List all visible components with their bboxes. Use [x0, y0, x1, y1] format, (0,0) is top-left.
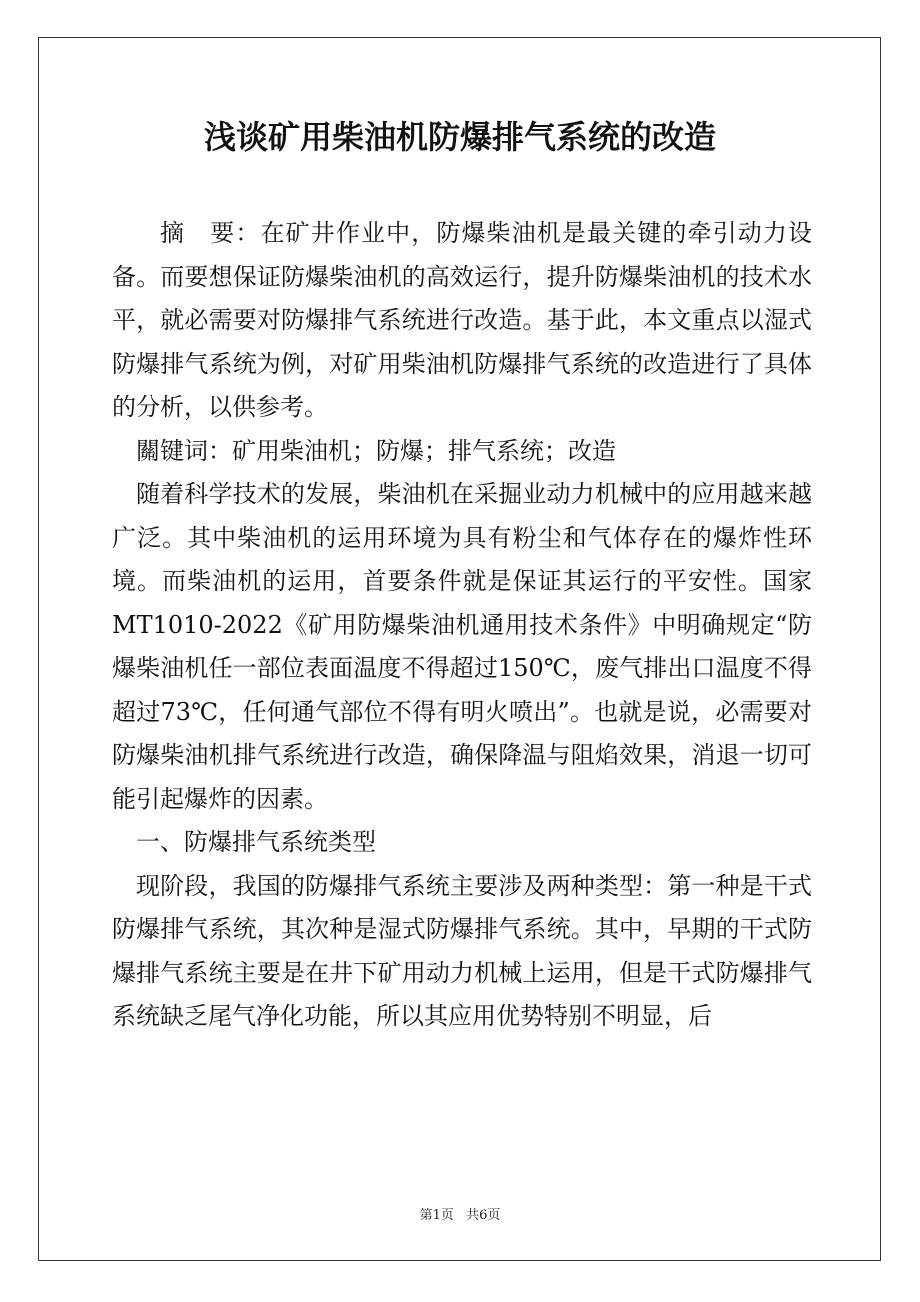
document-body [112, 212, 812, 1039]
section-paragraph: 现阶段，我国的防爆排气系统主要涉及两种类型：第一种是干式防爆排气系统，其次种是湿式防爆排气系统。其中，早期的干式防爆排气系统主要是在井下矿用动力机械上运用，但是干式防爆排气系统缺乏尾气净化功能，所以其应用优势特别不明显，后 [112, 871, 812, 1030]
page-number: 第1页 [419, 1208, 454, 1223]
intro-paragraph: 随着科学技术的发展，柴油机在采掘业动力机械中的应用越来越广泛。其中柴油机的运用环境为具有粉尘和气体存在的爆炸性环境。而柴油机的运用，首要条件就是保证其运行的平安性。国家MT1010-2022《矿用防爆柴油机通用技术条件》中明确规定“防爆柴油机任一部位表面温度不得超过150℃，废气排出口温度不得超过73℃，任何通气部位不得有明火喷出”。也就是说，必需要对防爆柴油机排气系统进行改造，确保降温与阻焰效果，消退一切可能引起爆炸的因素。 [112, 480, 812, 813]
abstract-paragraph: 摘 要：在矿井作业中，防爆柴油机是最关键的牵引动力设备。而要想保证防爆柴油机的高效运行，提升防爆柴油机的技术水平，就必需要对防爆排气系统进行改造。基于此，本文重点以湿式防爆排气系统为例，对矿用柴油机防爆排气系统的改造进行了具体的分析，以供参考。 [112, 219, 812, 421]
page-footer [0, 1206, 920, 1226]
page-total: 共6页 [466, 1208, 501, 1223]
section-heading: 一、防爆排气系统类型 [136, 828, 376, 856]
keywords-paragraph: 關键词：矿用柴油机；防爆；排气系统；改造 [136, 436, 616, 465]
document-title: 浅谈矿用柴油机防爆排气系统的改造 [203, 118, 716, 156]
